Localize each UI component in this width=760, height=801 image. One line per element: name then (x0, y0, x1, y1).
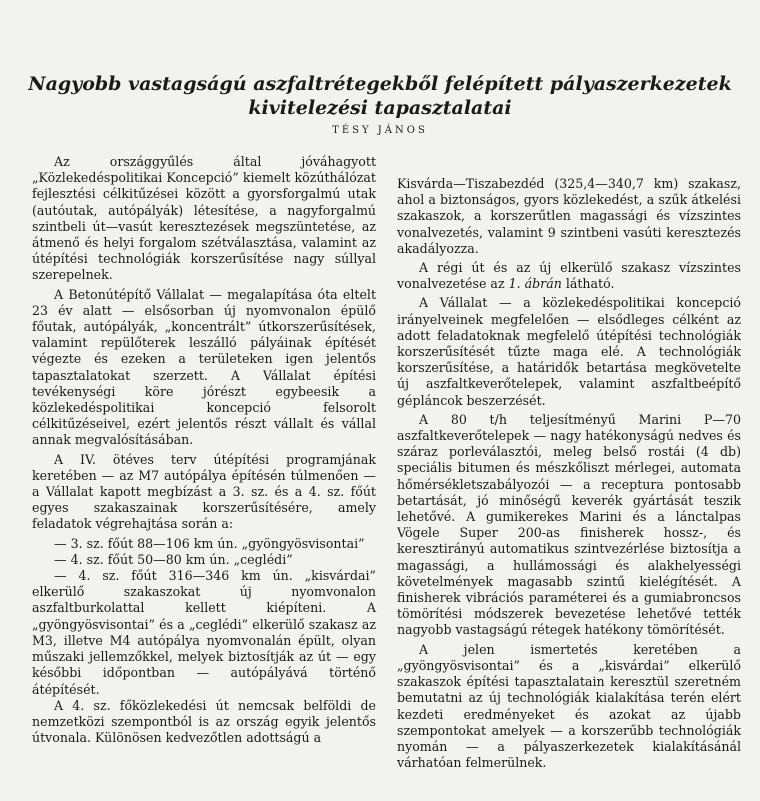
left-column (32, 154, 376, 749)
list-item: — 3. sz. főút 88—106 km ún. „gyöngyösvisontai” (54, 535, 365, 551)
list-item: — 4. sz. főút 316—346 km ún. „kisvárdai” elkerülő szakaszokat új nyomvonalon aszfaltburkolattal kellett kiépíteni. A „gyöngyösvisontai” és a „ceglédi” elkerülő szakasz az M3, illetve M4 autópálya nyomvonalán épült, olyan műszaki jellemzőkkel, melyek biztosítják az út — egy későbbi időpontban — autópályává történő átépítését. (32, 568, 376, 697)
paragraph: A 80 t/h teljesítményű Marini P—70 aszfaltkeverőtelepek — nagy hatékonyságú nedves és száraz porleválasztói, meleg belső rostái (4 db) speciális bitumen és mészkőliszt mérlegei, automata hőmérsékletszabályozói — a receptura pontosabb betartását, jó minőségű keverék gyártását teszik lehetővé. A gumikerekes Marini és a lánctalpas Vögele Super 200-as finisherek hossz-, és keresztirányú automatikus szintvezérlése biztosítja a magassági, a hullámossági és alakhelyességi követelmények magasabb szintű kielégítését. A finisherek vibrációs paraméterei és a gumiabroncsos tömörítési módszerek bevezetése lehetővé tették nagyobb vastagságú rétegek hatékony tömörítését. (397, 411, 741, 638)
right-column (397, 176, 741, 774)
article-author: TÉSY JÁNOS (332, 125, 428, 136)
paragraph-text: látható. (561, 276, 615, 292)
list-item: — 4. sz. főút 50—80 km ún. „ceglédi” (54, 551, 293, 567)
paragraph: Kisvárda—Tiszabezdéd (325,4—340,7 km) szakasz, ahol a biztonságos, gyors közlekedést, a szűk átkelési szakaszok, a korszerűtlen magassági és vízszintes vonalvezetés, valamint 9 szintbeni vasúti keresztezés akadályozza. (397, 176, 741, 256)
article-title-line-1: Nagyobb vastagságú aszfaltrétegekből felépített pályaszerkezetek (28, 73, 732, 95)
article-title-line-2: kivitelezési tapasztalatai (248, 97, 512, 119)
road-section-list (32, 536, 376, 698)
paragraph: A jelen ismertetés keretében a „gyöngyösvisontai” és a „kisvárdai” elkerülő szakaszok építési tapasztalatain keresztül szeretném bemutatni az új technológiák kialakítása terén elért kezdeti eredményeket és azokat az újabb szempontokat amelyek — a korszerűbb technológiák nyomán — a pályaszerkezetek kialakításánál várhatóan felmerülnek. (397, 641, 741, 771)
paragraph: A 4. sz. főközlekedési út nemcsak belföldi de nemzetközi szempontból is az ország egyik jelentős útvonala. Különösen kedvezőtlen adottságú a (32, 697, 376, 746)
article-title (24, 72, 736, 120)
figure-reference: 1. ábrán (508, 276, 562, 292)
paragraph: A Vállalat — a közlekedéspolitikai koncepció irányelveinek megfelelően — elsődleges célként az adott feladatoknak megfelelő útépítési technológiák korszerűsítését tűzte maga elé. A technológiák korszerűsítése, a határidők betartása megkövetelte új aszfaltkeverőtelepek, valamint aszfaltbeépítő gépláncok beszerzését. (397, 295, 741, 408)
paragraph-text: A régi út és az új elkerülő szakasz vízszintes vonalvezetése az (397, 260, 741, 292)
paragraph: Az országgyűlés által jóváhagyott „Közlekedéspolitikai Koncepció” kiemelt közúthálózat fejlesztési célkitűzései között a gyorsforgalmú utak (autóutak, autópályák) létesítése, a nagyforgalmú szintbeli út—vasút keresztezések megszüntetése, az átmenő és helyi forgalom szétválasztása, valamint az útépítési technológiák korszerűsítése nagy súllyal szerepelnek. (32, 154, 376, 283)
paragraph (397, 260, 741, 292)
paragraph: A IV. ötéves terv útépítési programjának keretében — az M7 autópálya építésén túlmenően — a Vállalat kapott megbízást a 3. sz. és a 4. sz. főút egyes szakaszainak korszerűsítésére, amely feladatok végrehajtása során a: (32, 451, 376, 532)
paragraph: A Betonútépítő Vállalat — megalapítása óta eltelt 23 év alatt — elsősorban új nyomvonalon épülő főutak, autópályák, „koncentrált” útkorszerűsítések, valamint repülőterek leszálló pályáinak építését végezte és ezeken a területeken igen jelentős tapasztalatokat szerzett. A Vállalat építési tevékenységi köre jórészt egybeesik a közlekedéspolitikai koncepció felsorolt célkitűzéseivel, ezért jelentős részt vállalt és vállal annak megvalósításában. (32, 286, 376, 448)
